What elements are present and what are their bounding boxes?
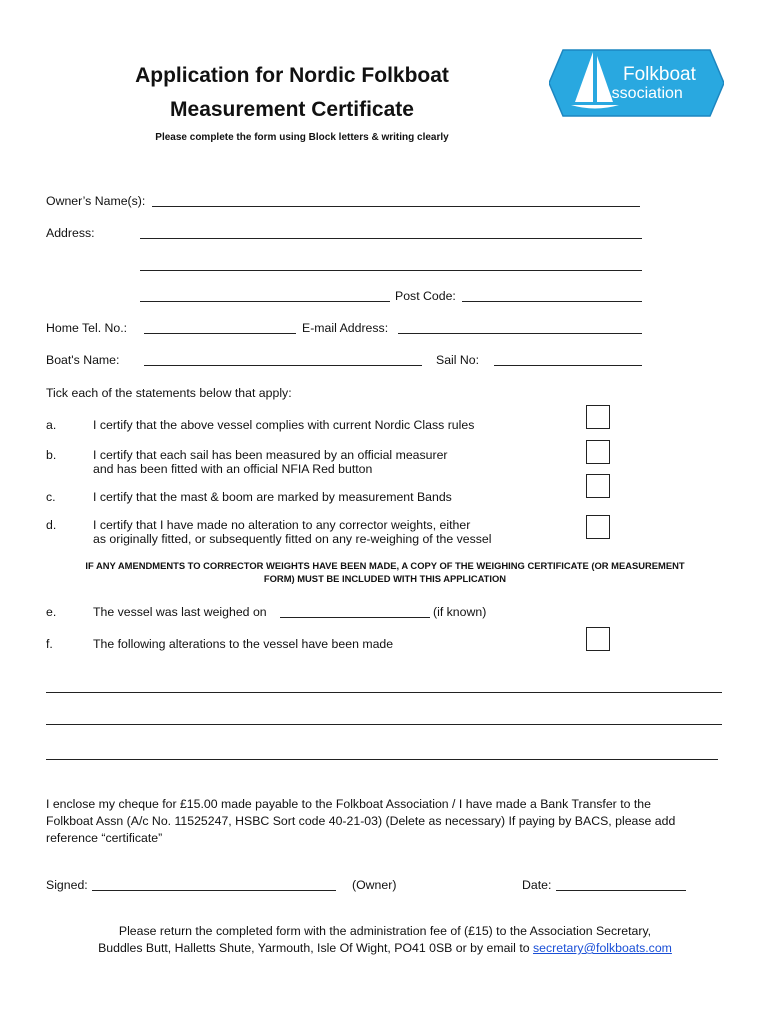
payment-text-line2: Folkboat Assn (A/c No. 11525247, HSBC Sort code 40-21-03) (Delete as necessary) If paying by BACS, please add: [46, 814, 676, 828]
boat-name-label: Boat's Name:: [46, 353, 120, 367]
address-line-2-field[interactable]: [140, 270, 642, 271]
boat-name-field[interactable]: [144, 365, 422, 366]
logo-text-line1: Folkboat: [623, 64, 696, 85]
alterations-line-1-field[interactable]: [46, 692, 722, 693]
owner-role-label: (Owner): [352, 878, 397, 892]
statement-d-text-line2: as originally fitted, or subsequently fitted on any re-weighing of the vessel: [93, 532, 492, 546]
statement-e-letter: e.: [46, 605, 57, 619]
sail-number-field[interactable]: [494, 365, 642, 366]
address-label: Address:: [46, 226, 95, 240]
address-line-3-field[interactable]: [140, 301, 390, 302]
logo-text-line2: Association: [601, 85, 683, 102]
owner-name-label: Owner’s Name(s):: [46, 194, 146, 208]
corrector-weights-warning-line1: IF ANY AMENDMENTS TO CORRECTOR WEIGHTS HAVE BEEN MADE, A COPY OF THE WEIGHING CERTIFICATE (OR MEASUREMENT: [85, 560, 685, 571]
alterations-line-3-field[interactable]: [46, 759, 718, 760]
statement-a-text: I certify that the above vessel complies with current Nordic Class rules: [93, 418, 475, 432]
alterations-line-2-field[interactable]: [46, 724, 722, 725]
signed-label: Signed:: [46, 878, 88, 892]
owner-name-field[interactable]: [152, 206, 640, 207]
folkboat-association-logo: [549, 48, 724, 118]
statement-c-text: I certify that the mast & boom are marked by measurement Bands: [93, 490, 452, 504]
statement-d-letter: d.: [46, 518, 57, 532]
payment-text-line3: reference “certificate”: [46, 831, 163, 845]
statement-e-text: The vessel was last weighed on: [93, 605, 267, 619]
date-field[interactable]: [556, 890, 686, 891]
statement-a-letter: a.: [46, 418, 57, 432]
statement-b-text-line2: and has been fitted with an official NFIA Red button: [93, 462, 373, 476]
statement-f-checkbox[interactable]: [586, 627, 610, 651]
page-subtitle: Please complete the form using Block letters & writing clearly: [155, 132, 449, 143]
postcode-field[interactable]: [462, 301, 642, 302]
payment-text-line1: I enclose my cheque for £15.00 made payable to the Folkboat Association / I have made a Bank Transfer to the: [46, 797, 651, 811]
address-line-1-field[interactable]: [140, 238, 642, 239]
corrector-weights-warning-line2: FORM) MUST BE INCLUDED WITH THIS APPLICATION: [263, 573, 507, 584]
statement-f-letter: f.: [46, 637, 53, 651]
statement-b-text-line1: I certify that each sail has been measured by an official measurer: [93, 448, 448, 462]
statement-b-letter: b.: [46, 448, 57, 462]
page-title-line2: Measurement Certificate: [170, 98, 414, 121]
email-label: E-mail Address:: [302, 321, 389, 335]
last-weighed-date-field[interactable]: [280, 617, 430, 618]
email-field[interactable]: [398, 333, 642, 334]
signature-field[interactable]: [92, 890, 336, 891]
statement-d-checkbox[interactable]: [586, 515, 610, 539]
date-label: Date:: [522, 878, 552, 892]
home-tel-label: Home Tel. No.:: [46, 321, 128, 335]
home-tel-field[interactable]: [144, 333, 296, 334]
return-instructions-line1: Please return the completed form with the administration fee of (£15) to the Association Secretary,: [118, 924, 652, 938]
statement-b-checkbox[interactable]: [586, 440, 610, 464]
page-title-line1: Application for Nordic Folkboat: [135, 64, 449, 87]
statement-c-checkbox[interactable]: [586, 474, 610, 498]
statement-c-letter: c.: [46, 490, 56, 504]
return-address-text: Buddles Butt, Halletts Shute, Yarmouth, Isle Of Wight, PO41 0SB or by email to: [98, 941, 530, 955]
return-instructions-line2: [0, 941, 770, 955]
postcode-label: Post Code:: [395, 289, 456, 303]
sail-number-label: Sail No:: [436, 353, 480, 367]
statement-f-text: The following alterations to the vessel have been made: [93, 637, 394, 651]
statement-d-text-line1: I certify that I have made no alteration to any corrector weights, either: [93, 518, 471, 532]
statements-intro: Tick each of the statements below that apply:: [46, 386, 292, 400]
secretary-email-link[interactable]: secretary@folkboats.com: [533, 941, 672, 955]
statement-e-suffix: (if known): [433, 605, 487, 619]
statement-a-checkbox[interactable]: [586, 405, 610, 429]
